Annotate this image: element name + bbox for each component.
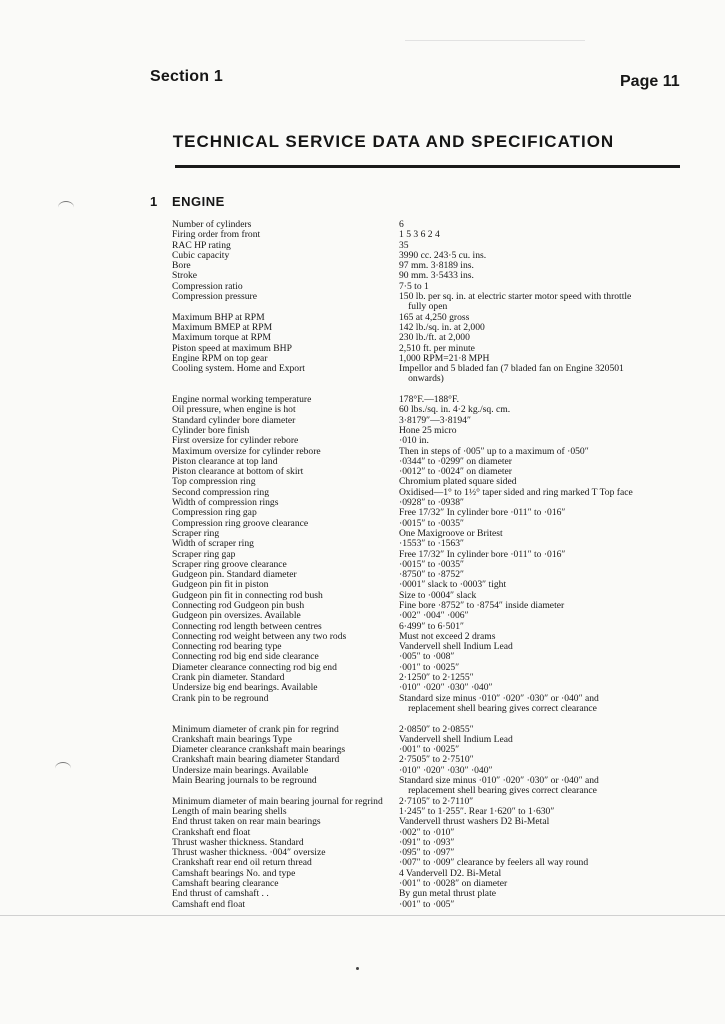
spec-value: ·091″ to ·093″ [399, 836, 455, 848]
spec-label: Camshaft bearing clearance [172, 879, 279, 889]
spec-value: ·0928″ to ·0938″ [399, 497, 465, 509]
spec-label: Main Bearing journals to be reground [172, 776, 317, 787]
spec-value: ·0015″ to ·0035″ [399, 558, 465, 570]
spec-label: Camshaft bearings No. and type [172, 868, 296, 879]
spec-row [172, 436, 692, 446]
spec-value: ·0012″ to ·0024″ on diameter [399, 466, 512, 478]
spec-label: Scraper ring [172, 528, 220, 539]
spec-value: ·002″ to ·010″ [399, 826, 455, 838]
spec-value: Vandervell shell Indium Lead [399, 641, 513, 653]
spec-value: 150 lb. per sq. in. at electric starter motor speed with throttle [399, 291, 632, 303]
spec-label: Compression ring gap [172, 508, 257, 519]
spec-label: Connecting rod weight between any two rods [172, 631, 347, 642]
spec-value: ·007″ to ·009″ clearance by feelers all way round [399, 857, 589, 869]
spec-label: Bore [172, 261, 191, 272]
spec-value: 4 Vandervell D2. Bi-Metal [399, 867, 502, 879]
spec-value: ·1553″ to ·1563″ [399, 538, 465, 550]
spec-row [172, 704, 692, 714]
scan-mark [405, 40, 585, 41]
spec-label: Cooling system. Home and Export [172, 364, 305, 375]
spec-value: ·010″ ·020″ ·030″ ·040″ [399, 764, 493, 776]
spec-value: 3990 cc. 243·5 cu. ins. [399, 249, 487, 261]
spec-value: Vandervell shell Indium Lead [399, 733, 513, 745]
spec-value: 7·5 to 1 [399, 280, 429, 292]
spec-row [172, 271, 692, 281]
spec-label: Length of main bearing shells [172, 806, 287, 817]
spec-value: Size to ·0004″ slack [399, 589, 477, 601]
spec-value: Vandervell thrust washers D2 Bi-Metal [399, 816, 550, 828]
spec-label: Gudgeon pin fit in piston [172, 580, 269, 591]
spec-value: ·001″ to ·0028″ on diameter [399, 878, 508, 889]
spec-label: End thrust taken on rear main bearings [172, 817, 321, 828]
spec-value: replacement shell bearing gives correct clearance [408, 702, 597, 714]
spec-value: 90 mm. 3·5433 ins. [399, 270, 474, 282]
spec-value: 60 lbs./sq. in. 4·2 kg./sq. cm. [399, 404, 511, 416]
spec-label: Standard cylinder bore diameter [172, 415, 296, 426]
spec-label: Thrust washer thickness. ·004″ oversize [172, 848, 326, 859]
spec-value: onwards) [408, 373, 444, 385]
spec-label: Connecting rod bearing type [172, 642, 282, 653]
spec-label: Top compression ring [172, 477, 256, 488]
spec-label [172, 302, 398, 312]
spec-label: Engine RPM on top gear [172, 353, 268, 364]
spec-label: RAC HP rating [172, 240, 231, 251]
spec-value: Oxidised—1° to 1½° taper sided and ring marked T Top face [399, 486, 633, 498]
page-number: Page 11 [620, 73, 680, 90]
spec-value: 2·0850″ to 2·0855″ [399, 723, 474, 735]
spec-value: Then in steps of ·005″ up to a maximum of ·050″ [399, 445, 589, 457]
spec-label [172, 704, 398, 714]
spec-label: Scraper ring gap [172, 549, 236, 560]
spec-value: ·8750″ to ·8752″ [399, 569, 465, 581]
spec-label: Cubic capacity [172, 250, 230, 261]
spec-label: Maximum oversize for cylinder rebore [172, 446, 321, 457]
spec-label: Width of compression rings [172, 498, 279, 509]
section-heading: ENGINE [172, 194, 225, 209]
spec-row [172, 374, 692, 384]
spec-label: Cylinder bore finish [172, 425, 250, 436]
spec-value: ·001″ to ·0025″ [399, 661, 460, 673]
spec-label: Width of scraper ring [172, 539, 254, 550]
spec-value: ·001″ to ·0025″ [399, 744, 460, 756]
spec-label: Compression ratio [172, 281, 243, 292]
spec-value: ·010 in. [399, 435, 429, 447]
spec-value: Fine bore ·8752″ to ·8754″ inside diameter [399, 599, 565, 611]
spec-value: 178°F.—188°F. [399, 394, 459, 406]
spec-label: Gudgeon pin fit in connecting rod bush [172, 590, 323, 601]
spec-label [172, 786, 398, 796]
spec-value: 1,000 RPM=21·8 MPH [399, 352, 490, 364]
spec-label: Connecting rod big end side clearance [172, 652, 319, 663]
spec-label: Crankshaft rear end oil return thread [172, 858, 312, 869]
spec-value: ·0015″ to ·0035″ [399, 517, 465, 529]
spec-label: Maximum BMEP at RPM [172, 322, 273, 333]
section-number: 1 [150, 194, 158, 209]
spec-label: Crank pin diameter. Standard [172, 673, 285, 684]
spec-label: Minimum diameter of crank pin for regrind [172, 724, 339, 735]
punch-hole-mark [58, 201, 74, 214]
spec-label: Diameter clearance crankshaft main bearings [172, 745, 346, 756]
spec-label: Diameter clearance connecting rod big end [172, 662, 337, 673]
spec-row [172, 426, 692, 436]
spec-value: Chromium plated square sided [399, 476, 517, 488]
spec-label: Connecting rod length between centres [172, 621, 322, 632]
spec-label: End thrust of camshaft . . [172, 889, 269, 900]
spec-label: Scraper ring groove clearance [172, 559, 287, 570]
spec-value: 230 lb./ft. at 2,000 [399, 332, 470, 344]
spec-label: Stroke [172, 271, 198, 282]
spec-label: Gudgeon pin oversizes. Available [172, 611, 301, 622]
spec-row [172, 230, 692, 240]
spec-value: 6·499″ to 6·501″ [399, 620, 465, 632]
spec-value: 6 [399, 219, 404, 230]
spec-label: Camshaft end float [172, 899, 245, 910]
spec-label: Crankshaft end float [172, 827, 251, 838]
spec-value: 2·7105″ to 2·7110″ [399, 795, 474, 807]
spec-row [172, 714, 692, 724]
spec-label: Oil pressure, when engine is hot [172, 405, 296, 416]
spec-value: ·001″ to ·005″ [399, 898, 455, 910]
spec-value: Standard size minus ·010″ ·020″ ·030″ or ·040″ and [399, 775, 599, 787]
spec-label: Piston speed at maximum BHP [172, 343, 292, 354]
spec-value: 165 at 4,250 gross [399, 311, 470, 323]
spec-label: Second compression ring [172, 487, 269, 498]
spec-row [172, 900, 692, 910]
spec-value: ·002″ ·004″ ·006″ [399, 610, 469, 622]
spec-label: Engine normal working temperature [172, 395, 312, 406]
page-title: TECHNICAL SERVICE DATA AND SPECIFICATION [172, 132, 615, 151]
spec-label: Maximum BHP at RPM [172, 312, 265, 323]
spec-label: First oversize for cylinder rebore [172, 436, 299, 447]
spec-label [172, 374, 398, 384]
spec-label: Piston clearance at bottom of skirt [172, 467, 304, 478]
spec-label: Undersize big end bearings. Available [172, 683, 318, 694]
spec-value: 2·1250″ to 2·1255″ [399, 672, 474, 684]
spec-value: Standard size minus ·010″ ·020″ ·030″ or ·040″ and [399, 692, 599, 704]
spec-label: Maximum torque at RPM [172, 333, 271, 344]
section-label: Section 1 [150, 68, 223, 85]
spec-label: Undersize main bearings. Available [172, 765, 309, 776]
spec-value: 142 lb./sq. in. at 2,000 [399, 321, 485, 333]
scan-dot [356, 967, 359, 970]
spec-label: Gudgeon pin. Standard diameter [172, 570, 297, 581]
spec-value: ·0344″ to ·0299″ on diameter [399, 455, 512, 467]
spec-label: Crankshaft main bearings Type [172, 734, 292, 745]
spec-label: Minimum diameter of main bearing journal for regrind [172, 796, 383, 807]
spec-label: Compression pressure [172, 292, 257, 303]
spec-value: 1·245″ to 1·255″. Rear 1·620″ to 1·630″ [399, 805, 555, 817]
spec-value: replacement shell bearing gives correct clearance [408, 785, 597, 797]
spec-label: Crankshaft main bearing diameter Standard [172, 755, 340, 766]
spec-value: By gun metal thrust plate [399, 888, 496, 900]
spec-label: Thrust washer thickness. Standard [172, 837, 304, 848]
spec-value: 2·7505″ to 2·7510″ [399, 754, 474, 766]
punch-hole-mark [55, 762, 71, 775]
spec-label: Crank pin to be reground [172, 693, 269, 704]
spec-value: Impellor and 5 bladed fan (7 bladed fan on Engine 320501 [399, 363, 624, 375]
spec-value: fully open [408, 301, 448, 313]
spec-label: Firing order from front [172, 230, 261, 241]
spec-value: Must not exceed 2 drams [399, 630, 496, 642]
spec-label: Compression ring groove clearance [172, 518, 309, 529]
spec-value: Free 17/32″ In cylinder bore ·011″ to ·016″ [399, 548, 566, 560]
title-divider [175, 165, 680, 168]
spec-value: One Maxigroove or Britest [399, 527, 503, 539]
spec-label: Piston clearance at top land [172, 456, 278, 467]
spec-value: 97 mm. 3·8189 ins. [399, 260, 474, 272]
spec-value: Hone 25 micro [399, 424, 457, 436]
spec-value: 1 5 3 6 2 4 [399, 229, 440, 241]
spec-value: ·005″ to ·008″ [399, 651, 455, 663]
spec-label: Connecting rod Gudgeon pin bush [172, 600, 305, 611]
spec-value: ·095″ to ·097″ [399, 847, 455, 859]
spec-value: 2,510 ft. per minute [399, 342, 475, 354]
spec-value: Free 17/32″ In cylinder bore ·011″ to ·016″ [399, 507, 566, 519]
page-edge-line [0, 915, 725, 916]
spec-row [172, 539, 692, 549]
spec-value: ·010″ ·020″ ·030″ ·040″ [399, 682, 493, 694]
spec-value: 3·8179″—3·8194″ [399, 414, 471, 426]
spec-value: ·0001″ slack to ·0003″ tight [399, 579, 507, 591]
spec-table [172, 220, 692, 910]
spec-value: 35 [399, 239, 409, 251]
spec-label: Number of cylinders [172, 220, 252, 230]
spec-row [172, 817, 692, 827]
